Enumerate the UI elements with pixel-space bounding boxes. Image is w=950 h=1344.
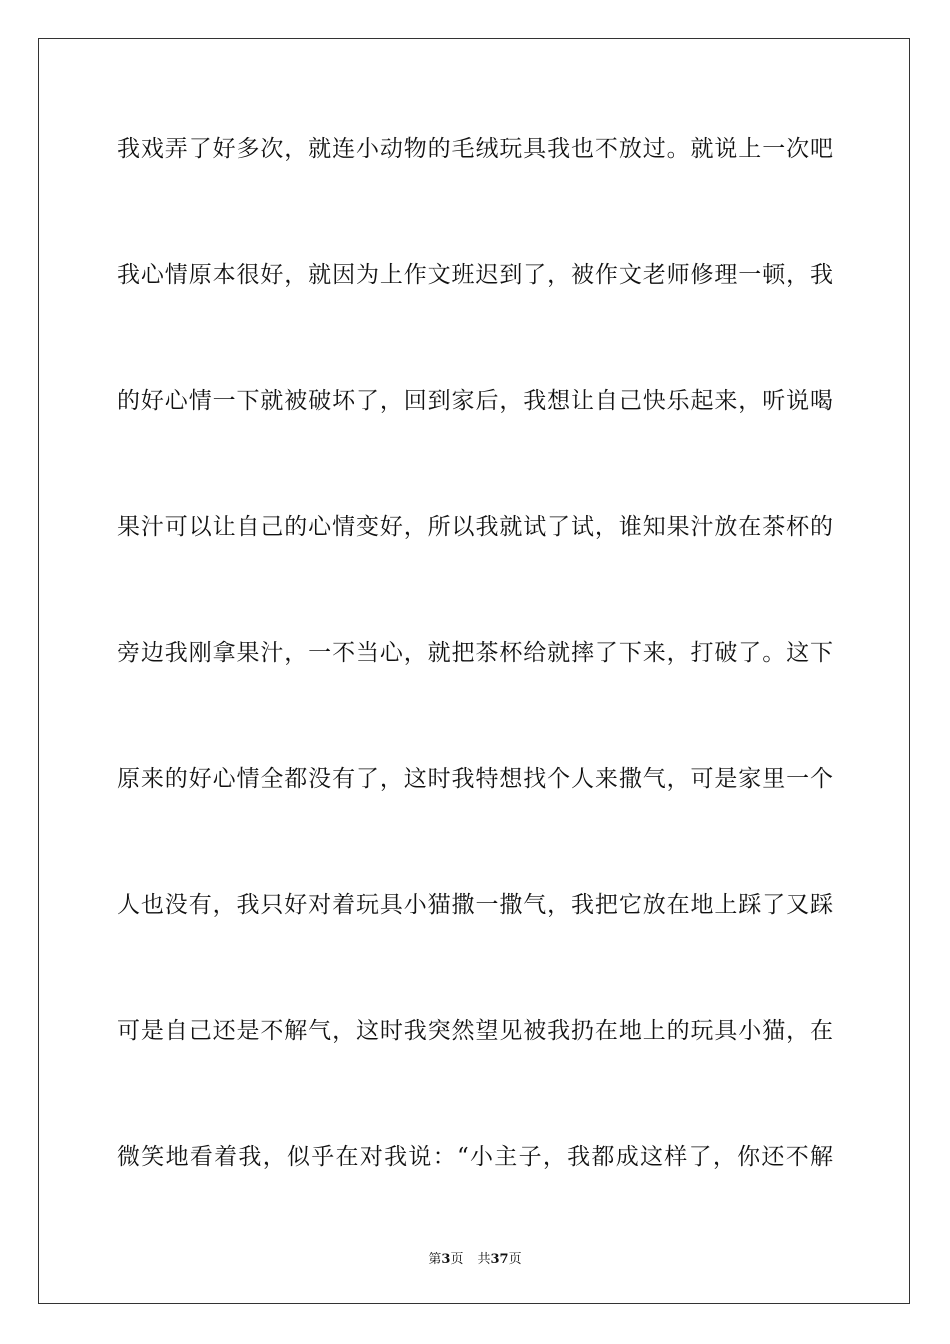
page-number: 3 bbox=[441, 1252, 451, 1267]
text-line: 可是自己还是不解气，这时我突然望见被我扔在地上的玩具小猫，在 bbox=[117, 1018, 833, 1044]
text-line: 的好心情一下就被破坏了，回到家后，我想让自己快乐起来，听说喝 bbox=[117, 388, 833, 414]
text-line: 旁边我刚拿果汁，一不当心，就把茶杯给就摔了下来，打破了。这下 bbox=[117, 640, 833, 666]
total-prefix: 共 bbox=[477, 1252, 491, 1267]
document-body bbox=[117, 128, 833, 1262]
page-suffix: 页 bbox=[450, 1252, 464, 1267]
page-footer bbox=[0, 1248, 950, 1267]
text-line: 原来的好心情全都没有了，这时我特想找个人来撒气，可是家里一个 bbox=[117, 766, 833, 792]
text-line: 人也没有，我只好对着玩具小猫撒一撒气，我把它放在地上踩了又踩 bbox=[117, 892, 833, 918]
text-line: 果汁可以让自己的心情变好，所以我就试了试，谁知果汁放在茶杯的 bbox=[117, 514, 833, 540]
text-line: 我戏弄了好多次，就连小动物的毛绒玩具我也不放过。就说上一次吧 bbox=[117, 136, 833, 162]
text-line: 微笑地看着我，似乎在对我说：“小主子，我都成这样了，你还不解 bbox=[117, 1144, 833, 1170]
total-pages: 37 bbox=[490, 1252, 509, 1267]
total-suffix: 页 bbox=[508, 1252, 522, 1267]
page-prefix: 第 bbox=[428, 1252, 442, 1267]
text-line: 我心情原本很好，就因为上作文班迟到了，被作文老师修理一顿，我 bbox=[117, 262, 833, 288]
